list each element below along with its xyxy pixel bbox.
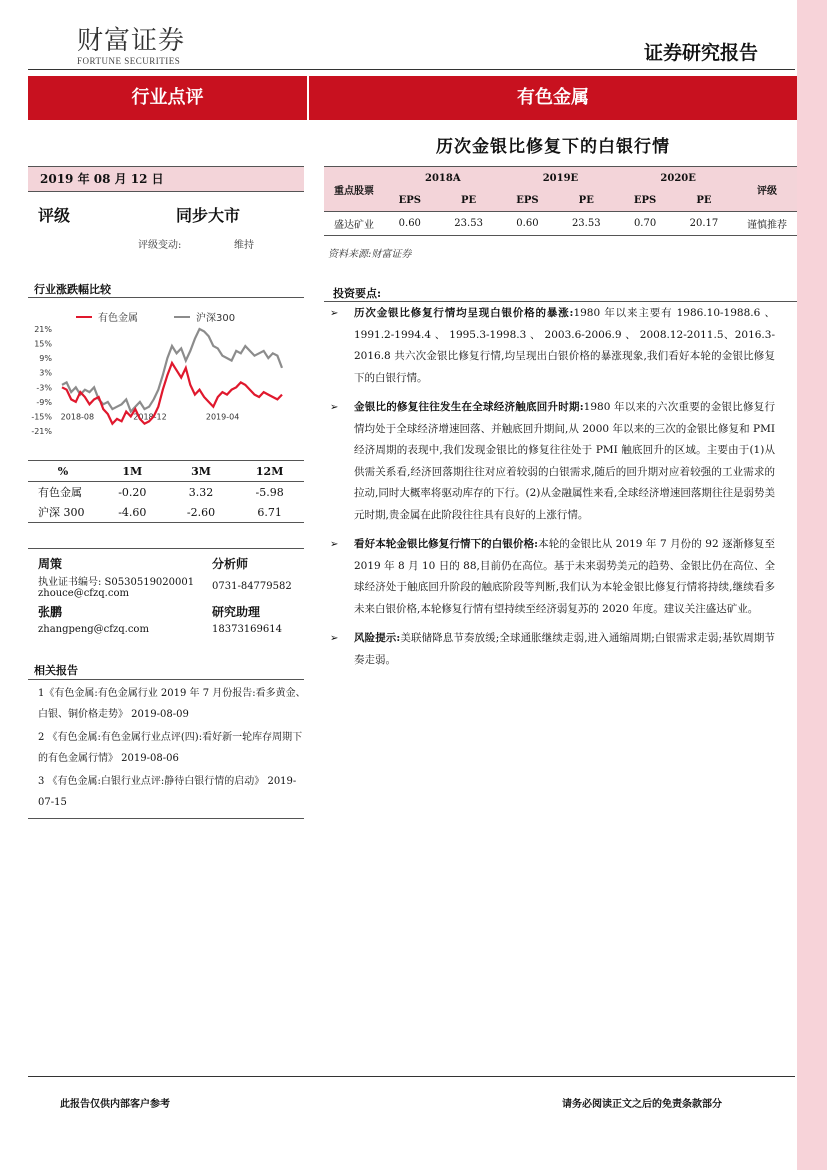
y-tick-label: -9%: [36, 397, 52, 407]
table-row: [28, 482, 304, 503]
header-divider: [28, 69, 795, 70]
company-logo-english: FORTUNE SECURITIES: [77, 56, 181, 66]
x-tick-label: 2019-04: [205, 412, 240, 422]
perf-row-label: 沪深 300: [38, 506, 85, 519]
arrow-bullet-icon: ➢: [330, 633, 339, 644]
table-cell: 0.70: [633, 218, 657, 229]
highlight-item: [330, 303, 775, 389]
y-tick-label: 15%: [34, 339, 52, 349]
arrow-bullet-icon: ➢: [330, 402, 339, 413]
table-row: [324, 212, 797, 236]
related-report-item[interactable]: 2 《有色金属:有色金属行业点评(四):看好新一轮库存周期下的有色金属行情》 2019-08-06: [38, 732, 303, 764]
metric-header: PE: [461, 195, 477, 207]
metric-header: EPS: [398, 195, 421, 207]
footer-notice: 此报告仅供内部客户参考: [60, 1099, 170, 1110]
analyst-label: 分析师: [212, 557, 249, 571]
arrow-bullet-icon: ➢: [330, 308, 339, 319]
highlight-heading: 金银比的修复往往发生在全球经济触底回升时期:: [354, 401, 584, 413]
highlight-item: [330, 397, 775, 526]
legend-hs300: 沪深300: [196, 313, 236, 324]
banner-report-kind: 行业点评: [131, 87, 204, 108]
x-tick-label: 2018-12: [133, 412, 167, 422]
arrow-bullet-icon: ➢: [330, 539, 339, 550]
table-cell: 0.60: [516, 218, 539, 229]
metric-header: EPS: [516, 195, 539, 207]
metric-header: PE: [578, 195, 594, 207]
rating-change-value: 维持: [234, 240, 254, 251]
table-cell: -4.60: [118, 505, 147, 519]
perf-header: 3M: [191, 464, 211, 478]
table-cell: -5.98: [255, 485, 284, 499]
assistant-name: 张鹏: [38, 605, 63, 619]
related-report-item[interactable]: 3 《有色金属:白银行业点评:静待白银行情的启动》 2019-07-15: [38, 776, 297, 808]
section-divider: [28, 548, 304, 549]
chart-section-title: 行业涨跌幅比较: [34, 283, 111, 296]
highlight-heading: 看好本轮金银比修复行情下的白银价格:: [354, 538, 539, 550]
highlight-body: 美联储降息节奏放缓;全球通胀继续走弱,进入通缩周期;白银需求走弱;基钦周期节奏走弱。: [354, 632, 775, 666]
perf-row-label: 有色金属: [38, 486, 82, 499]
table-cell: 23.53: [571, 218, 601, 229]
analyst-name: 周策: [38, 557, 63, 571]
industry-performance-chart: [28, 303, 290, 438]
table-cell: -0.20: [118, 485, 147, 499]
related-reports-title: 相关报告: [34, 664, 78, 677]
assistant-email[interactable]: zhangpeng@cfzq.com: [38, 624, 149, 635]
banner-industry: 有色金属: [517, 87, 589, 108]
y-tick-label: -3%: [36, 383, 52, 393]
section-divider: [28, 297, 304, 298]
y-tick-label: 9%: [39, 354, 52, 364]
stock-name: 盛达矿业: [334, 220, 374, 231]
investment-highlights-title: 投资要点:: [333, 287, 382, 300]
table-cell: 20.17: [689, 218, 719, 229]
y-tick-label: -15%: [31, 412, 52, 422]
table-cell: 23.53: [454, 218, 483, 229]
highlight-item: [330, 534, 775, 620]
year-header: 2020E: [660, 173, 696, 185]
year-header: 2018A: [425, 173, 461, 185]
assistant-label: 研究助理: [212, 605, 261, 619]
rating-col-header: 评级: [757, 185, 777, 197]
perf-header: 12M: [255, 464, 284, 478]
rating-label: 评级: [38, 206, 71, 225]
y-tick-label: 3%: [39, 368, 52, 378]
metric-header: EPS: [633, 195, 657, 207]
stock-col-header: 重点股票: [334, 185, 374, 197]
perf-header: %: [57, 464, 69, 478]
table-cell: 6.71: [257, 505, 282, 519]
series-line-nonferrous: [62, 363, 282, 424]
footer-disclaimer: 请务必阅读正文之后的免责条款部分: [562, 1099, 722, 1110]
table-cell: 3.32: [188, 485, 214, 499]
y-tick-label: 21%: [34, 325, 52, 334]
table-source: 资料来源:财富证券: [328, 249, 412, 260]
highlight-body: 1980 年以来的六次重要的金银比修复行情均处于全球经济增速回落、并触底回升期间,从 2000 年以来的三次的金银比修复和 PMI 经济周期的表现中,我们发现金银比的修复往往处于 PMI 触底回升的区域。主要由于(1)从供需关系看,经济回落期往往对应着较弱的白银需求,随后的回升期对应着较强的工业需求的拉动,同时大概率将驱动库存的下行。(2)从金融属性来看,全球经济增速回落期往往是弱势美元时期,贵金属在此阶段往往具有良好的上涨行情。: [354, 401, 775, 521]
key-stock-table: [324, 166, 797, 236]
investment-highlights: [330, 303, 775, 679]
report-type: 证券研究报告: [644, 42, 759, 64]
company-logo: 财富证券: [77, 26, 186, 56]
perf-header: 1M: [122, 464, 143, 478]
year-header: 2019E: [542, 173, 579, 185]
section-divider: [28, 818, 304, 819]
page-edge-strip: [797, 0, 827, 1170]
highlight-body: 本轮的金银比从 2019 年 7 月份的 92 逐渐修复至 2019 年 8 月 10 日的 88,目前仍在高位。基于未来弱势美元的趋势、金银比仍在高位、全球经济处于触底回升阶段的触底阶段等判断,我们认为本轮金银比修复行情将持续,继续看多未来白银价格,本轮修复行情有望持续至经济弱复苏的 2020 年度。建议关注盛达矿业。: [354, 538, 775, 615]
analyst-email[interactable]: zhouce@cfzq.com: [38, 588, 129, 599]
x-tick-label: 2018-08: [60, 412, 95, 422]
report-date: 2019 年 08 月 12 日: [40, 172, 164, 186]
analyst-certificate: 执业证书编号: S0530519020001: [38, 577, 195, 588]
section-divider: [324, 301, 797, 302]
footer-divider: [28, 1076, 795, 1077]
highlight-body: 1980 年以来主要有 1986.10-1988.6 、 1991.2-1994.4 、 1995.3-1998.3 、 2003.6-2006.9 、 2008.12-2011.5、2016.3-2016.8 共六次金银比修复行情,均呈现出白银价格的暴涨现象,我们看好本轮的金银比修复下的白银行情。: [354, 307, 775, 384]
highlight-heading: 风险提示:: [354, 632, 401, 644]
analyst-phone: 0731-84779582: [212, 581, 292, 592]
performance-table: [28, 460, 304, 523]
rating-value: 同步大市: [176, 206, 241, 225]
legend-nonferrous: 有色金属: [98, 313, 138, 324]
y-tick-label: -21%: [31, 427, 52, 436]
metric-header: PE: [696, 195, 712, 207]
table-cell: -2.60: [186, 505, 216, 519]
rating-change-label: 评级变动:: [138, 240, 182, 251]
highlight-heading: 历次金银比修复行情均呈现白银价格的暴涨:: [354, 307, 574, 319]
stock-rating: 谨慎推荐: [747, 220, 787, 231]
report-title: 历次金银比修复下的白银行情: [436, 137, 670, 157]
section-divider: [28, 679, 304, 680]
related-report-item[interactable]: 1《有色金属:有色金属行业 2019 年 7 月份报告:看多黄金、白银、铜价格走势》 2019-08-09: [38, 688, 306, 720]
assistant-phone: 18373169614: [212, 624, 282, 635]
highlight-item: [330, 628, 775, 671]
table-row: [28, 502, 304, 523]
table-cell: 0.60: [398, 218, 421, 229]
